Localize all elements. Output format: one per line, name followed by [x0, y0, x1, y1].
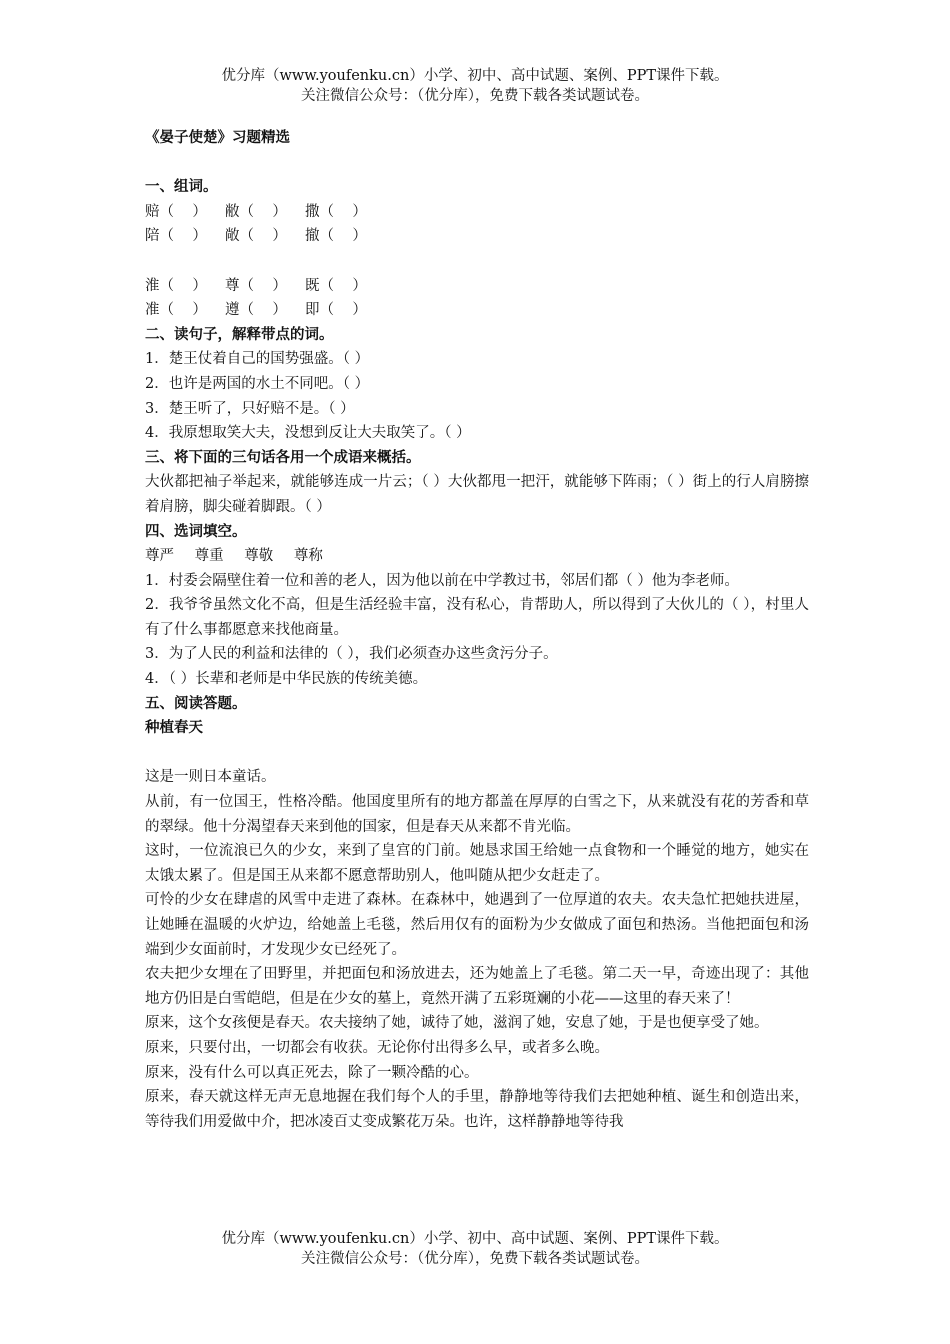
word-row — [145, 200, 809, 225]
story-paragraph: 这是一则日本童话。 — [145, 769, 276, 786]
question-item: 2．我爷爷虽然文化不高，但是生活经验丰富，没有私心，肯帮助人，所以得到了大伙儿的（ ），村里人有了什么事都愿意来找他商量。 — [145, 597, 809, 638]
word-cell: 撤（ ） — [305, 228, 367, 245]
word-choice: 尊重 — [194, 548, 224, 565]
section-1-heading: 一、组词。 — [145, 178, 218, 196]
word-cell: 既（ ） — [305, 277, 367, 294]
story-paragraph: 这时，一位流浪已久的少女，来到了皇宫的门前。她恳求国王给她一点食物和一个睡觉的地方，她实在太饿太累了。但是国王从来都不愿意帮助别人，他叫随从把少女赶走了。 — [145, 843, 809, 884]
word-cell: 敝（ ） — [225, 203, 287, 220]
header-line-2: 关注微信公众号：（优分库），免费下载各类试题试卷。 — [301, 88, 649, 104]
word-row — [145, 274, 809, 299]
word-choice: 尊敬 — [244, 548, 274, 565]
question-item: 1．楚王仗着自己的国势强盛。（ ） — [145, 351, 370, 368]
footer-line-2: 关注微信公众号：（优分库），免费下载各类试题试卷。 — [301, 1251, 649, 1267]
question-item: 4．我原想取笑大夫，没想到反让大夫取笑了。（ ） — [145, 425, 471, 442]
word-cell: 陪（ ） — [145, 228, 207, 245]
word-cell: 赔（ ） — [145, 203, 207, 220]
word-cell: 遵（ ） — [225, 302, 287, 319]
question-item: 4．（ ）长辈和老师是中华民族的传统美德。 — [145, 671, 428, 688]
story-paragraph: 从前，有一位国王，性格冷酷。他国度里所有的地方都盖在厚厚的白雪之下，从来就没有花的芳香和草的翠绿。他十分渴望春天来到他的国家，但是春天从来都不肯光临。 — [145, 794, 809, 835]
document-title: 《晏子使楚》习题精选 — [145, 129, 290, 146]
header-line-1: 优分库（www.youfenku.cn）小学、初中、高中试题、案例、PPT课件下载。 — [221, 68, 729, 84]
story-paragraph: 可怜的少女在肆虐的风雪中走进了森林。在森林中，她遇到了一位厚道的农夫。农夫急忙把她扶进屋，让她睡在温暖的火炉边，给她盖上毛毯，然后用仅有的面粉为少女做成了面包和热汤。当他把面包和汤端到少女面前时，才发现少女已经死了。 — [145, 892, 809, 958]
question-item: 3．楚王听了，只好赔不是。（ ） — [145, 400, 355, 417]
page-footer — [0, 1229, 950, 1269]
footer-line-1: 优分库（www.youfenku.cn）小学、初中、高中试题、案例、PPT课件下载。 — [221, 1231, 729, 1247]
section-2-heading: 二、读句子，解释带点的词。 — [145, 325, 334, 343]
story-paragraph: 原来，春天就这样无声无息地握在我们每个人的手里，静静地等待我们去把她种植、诞生和创造出来，等待我们用爱做中介，把冰凌百丈变成繁花万朵。也许，这样静静地等待我 — [145, 1089, 809, 1130]
question-item: 2．也许是两国的水土不同吧。（ ） — [145, 375, 370, 392]
word-choices — [145, 544, 809, 569]
page-header — [0, 66, 950, 106]
section-4-heading: 四、选词填空。 — [145, 522, 247, 540]
story-paragraph: 原来，只要付出，一切都会有收获。无论你付出得多么早，或者多么晚。 — [145, 1039, 609, 1056]
story-paragraph: 农夫把少女埋在了田野里，并把面包和汤放进去，还为她盖上了毛毯。第二天一早，奇迹出现了：其他地方仍旧是白雪皑皑，但是在少女的墓上，竟然开满了五彩斑斓的小花——这里的春天来了！ — [145, 966, 809, 1007]
word-cell: 敞（ ） — [225, 228, 287, 245]
document-body — [145, 126, 809, 1134]
question-item: 1．村委会隔壁住着一位和善的老人，因为他以前在中学教过书，邻居们都（ ）他为李老师。 — [145, 572, 739, 589]
word-cell: 撒（ ） — [305, 203, 367, 220]
word-row — [145, 298, 809, 323]
story-paragraph: 原来，这个女孩便是春天。农夫接纳了她，诚待了她，滋润了她，安息了她，于是也便享受了她。 — [145, 1015, 769, 1032]
word-choice: 尊严 — [145, 548, 174, 565]
word-cell: 淮（ ） — [145, 277, 207, 294]
word-row — [145, 224, 809, 249]
word-choice: 尊称 — [293, 548, 323, 565]
section-5-heading: 五、阅读答题。 — [145, 694, 247, 712]
word-cell: 准（ ） — [145, 302, 207, 319]
question-item: 3．为了人民的利益和法律的（ ），我们必须查办这些贪污分子。 — [145, 646, 558, 663]
section-3-heading: 三、将下面的三句话各用一个成语来概括。 — [145, 448, 421, 466]
story-paragraph: 原来，没有什么可以真正死去，除了一颗冷酷的心。 — [145, 1064, 479, 1081]
idiom-paragraph: 大伙都把袖子举起来，就能够连成一片云；（ ）大伙都甩一把汗，就能够下阵雨；（ ）街上的行人肩膀擦着肩膀，脚尖碰着脚跟。（ ） — [145, 474, 809, 515]
word-cell: 即（ ） — [305, 302, 367, 319]
word-cell: 尊（ ） — [225, 277, 287, 294]
story-title: 种植春天 — [145, 719, 203, 737]
